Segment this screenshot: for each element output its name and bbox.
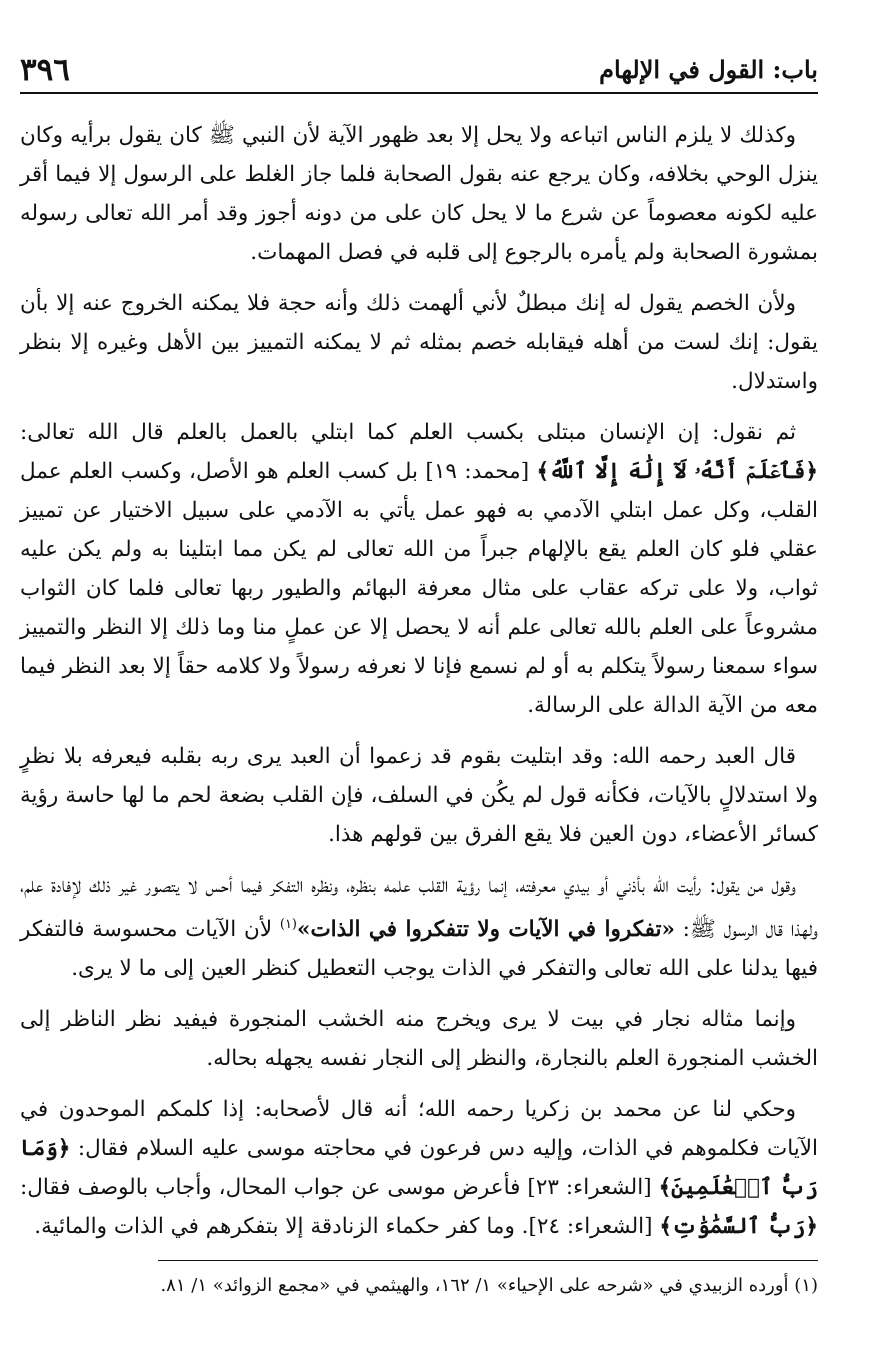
paragraph-text: ثم نقول: إن الإنسان مبتلى بكسب العلم كما ابتلي بالعمل بالعلم قال الله تعالى: xyxy=(20,420,796,445)
paragraph: ولأن الخصم يقول له إنك مبطلٌ لأني ألهمت ذلك وأنه حجة فلا يمكنه الخروج عنه إلا بأن يقول: إنك لست من أهله فيقابله خصم بمثله ثم لا يمكنه التمييز بين الأهل وغيره إلا بنظر واستدلال. xyxy=(20,291,818,394)
hadith-quote: «تفكروا في الآيات ولا تتفكروا في الذات» xyxy=(297,917,675,943)
paragraph-text: وقول من يقول: رأيت الله بأذني أو بيدي معرفته، إنما رؤية القلب علمه بنظره، ونظره التفكر فيما أحس لا يتصور غير ذلك لإفادة علم، ولهذا قال الرسول ﷺ: xyxy=(20,873,818,943)
footnote-marker: (١) xyxy=(279,917,297,932)
paragraph xyxy=(20,866,818,988)
paragraph-text: [الشعراء: ٢٣] فأعرض موسى عن جواب المحال، وأجاب بالوصف فقال: xyxy=(20,1175,659,1201)
paragraph xyxy=(20,1090,818,1246)
paragraph: قال العبد رحمه الله: وقد ابتليت بقوم قد زعموا أن العبد يرى ربه بقلبه فيعرفه بلا نظرٍ ولا استدلالٍ بالآيات، فكأنه قول لم يكُن في السلف، فإن القلب بضعة لحم ما لها حاسة رؤية كسائر الأعضاء، دون العين فلا يقع الفرق بين قولهم هذا. xyxy=(20,744,818,847)
paragraph-text: لأن الآيات محسوسة فالتفكر فيها يدلنا على الله تعالى والتفكر في الذات يوجب التعطيل كنظر العين إلى ما لا يرى. xyxy=(20,917,818,982)
page-header xyxy=(20,52,818,94)
main-text xyxy=(20,116,818,1301)
paragraph-text: وحكي لنا عن محمد بن زكريا رحمه الله؛ أنه قال لأصحابه: إذا كلمكم الموحدون في الآيات فكلموهم في الذات، وإليه دس فرعون في محاجته موسى عليه السلام فقال: xyxy=(20,1097,818,1162)
page-number: ٣٩٦ xyxy=(20,52,70,88)
footnote-separator xyxy=(158,1260,818,1261)
quran-verse: ﴿فَٱعۡلَمۡ أَنَّهُۥ لَآ إِلَٰهَ إِلَّا ٱللَّهُ﴾ xyxy=(536,459,818,484)
running-title: باب: القول في الإلهام xyxy=(599,55,818,84)
quran-verse: ﴿رَبُّ ٱلسَّمَٰوَٰتِ﴾ xyxy=(659,1214,818,1240)
paragraph-text: [محمد: ١٩] بل كسب العلم هو الأصل، وكسب العلم عمل القلب، وكل عمل ابتلي الآدمي به فهو عمل يأتي به الآدمي على سبيل الاختيار عن تمييز عقلي فلو كان العلم يقع بالإلهام جبراً من الله تعالى لم يكن مما ابتلينا به ولم يكن عليه ثواب، ولا على تركه عقاب على مثال معرفة البهائم والطيور ربها تعالى فلما كان الثواب مشروعاً على العلم بالله تعالى علم أنه لا يحصل إلا عن عملٍ منا وما ذلك إلا النظر والتمييز سواء سمعنا رسولاً يتكلم به أو لم نسمع فإنا لا نعرفه رسولاً ولا كلامه حقاً إلا بعد النظر فيما معه من الآية الدالة على الرسالة. xyxy=(20,459,818,718)
paragraph: وإنما مثاله نجار في بيت لا يرى ويخرج منه الخشب المنجورة فيفيد نظر الناظر إلى الخشب المنجورة العلم بالنجارة، والنظر إلى النجار نفسه يجهله بحاله. xyxy=(20,1007,818,1072)
footnote: (١) أورده الزبيدي في «شرحه على الإحياء» ١/ ١٦٢، والهيثمي في «مجمع الزوائد» ١/ ٨١. xyxy=(160,1275,818,1297)
quran-verse: ﴿وَمَا رَبُّ ٱلۡعَٰلَمِينَ﴾ xyxy=(20,1136,818,1201)
paragraph xyxy=(20,413,818,725)
paragraph-text: [الشعراء: ٢٤]. وما كفر حكماء الزنادقة إلا بتفكرهم في الذات والمائية. xyxy=(34,1214,660,1240)
paragraph: وكذلك لا يلزم الناس اتباعه ولا يحل إلا بعد ظهور الآية لأن النبي ﷺ كان يقول برأيه وكان ينزل الوحي بخلافه، وكان يرجع عنه بقول الصحابة فلما جاز الغلط على الرسول إلا فيما أقر عليه لكونه معصوماً عن شرع ما لا يحل كان على من دونه أجوز وقد أمر الله تعالى رسوله بمشورة الصحابة ولم يأمره بالرجوع إلى قلبه في فصل المهمات. xyxy=(20,123,818,265)
